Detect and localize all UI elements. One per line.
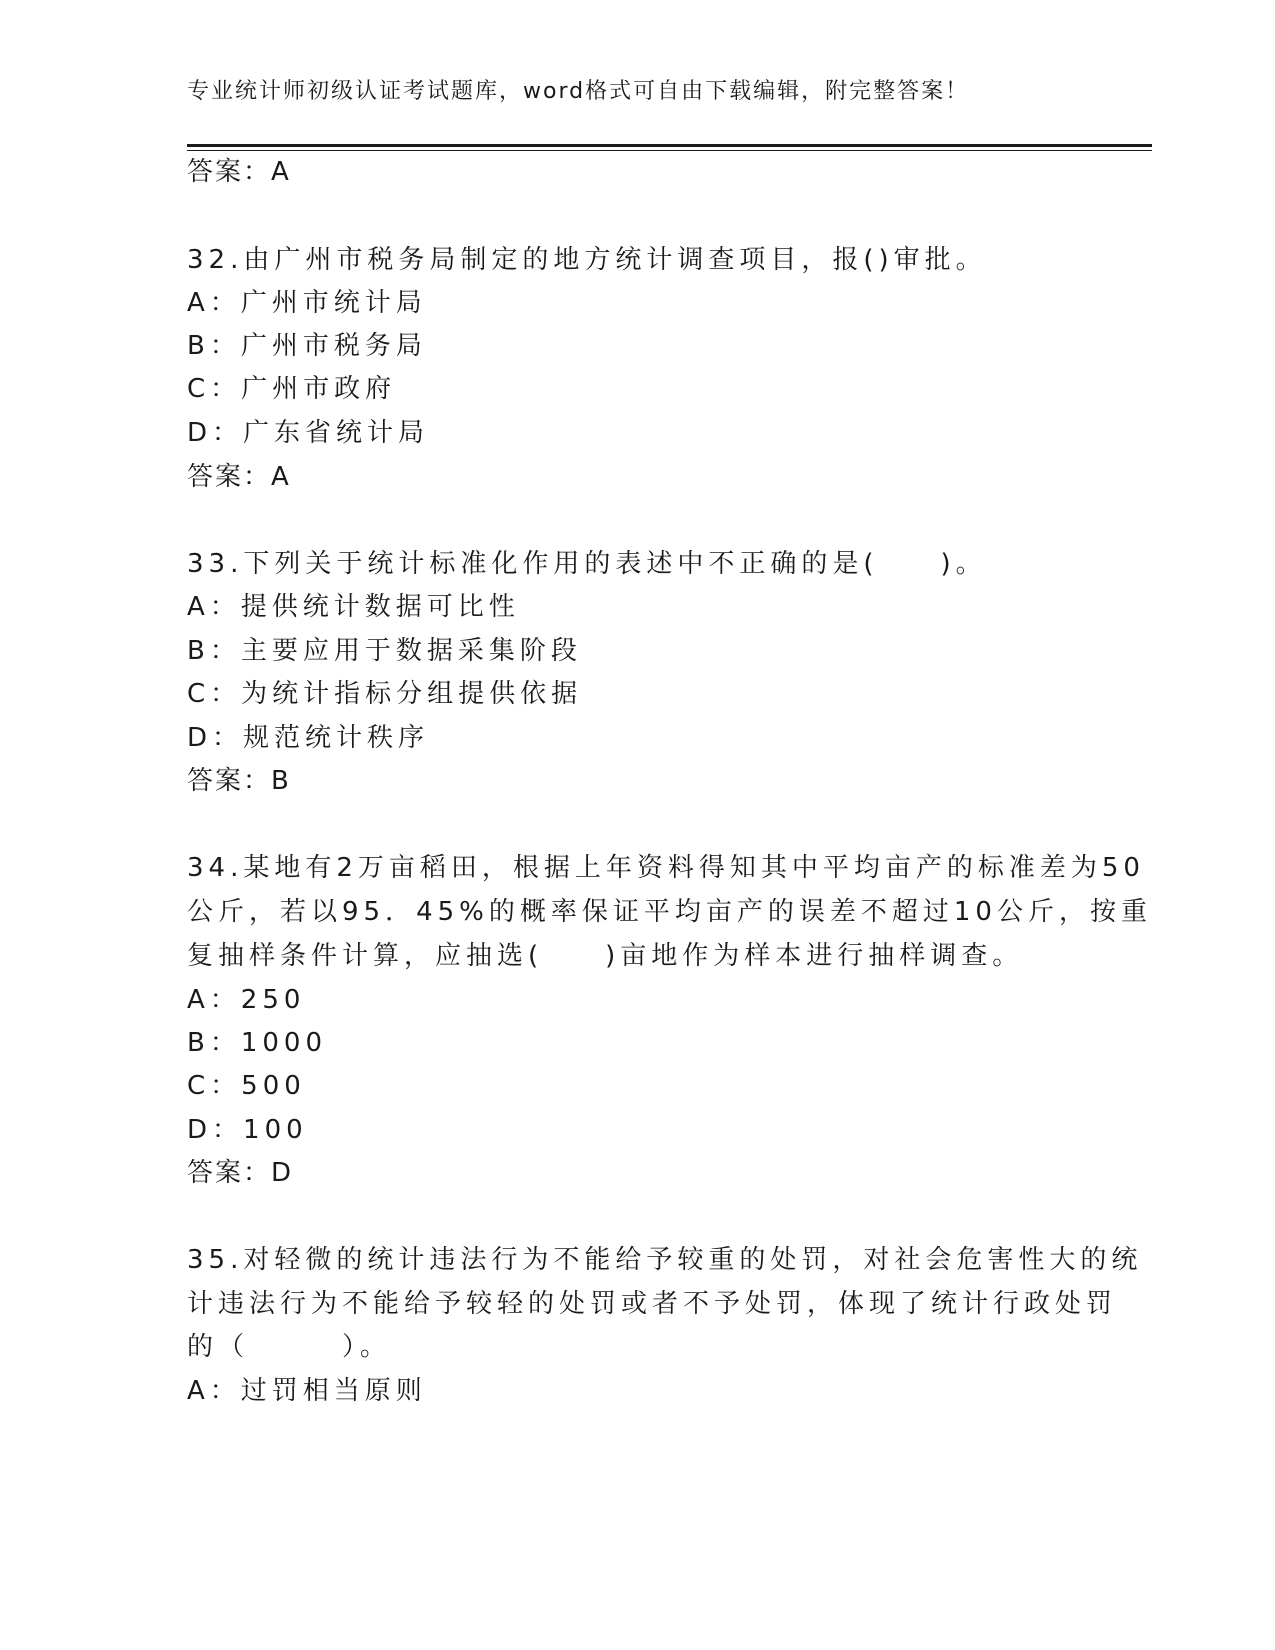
question-34-option-d: D：100 [187,1115,308,1145]
header-rule-thick [187,144,1152,147]
question-34-stem-line-1: 34.某地有2万亩稻田，根据上年资料得知其中平均亩产的标准差为50 [187,853,1145,883]
question-35-stem-line-2: 计违法行为不能给予较轻的处罚或者不予处罚，体现了统计行政处罚 [187,1289,1118,1319]
question-32-option-a: A：广州市统计局 [187,288,427,318]
question-34-stem-line-2: 公斤，若以95．45%的概率保证平均亩产的误差不超过10公斤，按重 [187,897,1152,927]
answer-33: 答案：B [187,766,291,796]
answer-32: 答案：A [187,462,291,492]
question-34-option-c: C：500 [187,1071,306,1101]
question-35-option-a: A：过罚相当原则 [187,1376,427,1406]
question-32-stem: 32.由广州市税务局制定的地方统计调查项目，报()审批。 [187,245,987,275]
question-32-option-c: C：广州市政府 [187,374,397,404]
question-32-option-b: B：广州市税务局 [187,331,427,361]
question-35-stem-line-1: 35.对轻微的统计违法行为不能给予较重的处罚，对社会危害性大的统 [187,1245,1143,1275]
question-33-option-a: A：提供统计数据可比性 [187,592,520,622]
question-33-option-c: C：为统计指标分组提供依据 [187,679,583,709]
header-rule-thin [187,150,1152,151]
question-32-option-d: D：广东省统计局 [187,418,430,448]
answer-31: 答案：A [187,157,291,187]
answer-34: 答案：D [187,1158,294,1188]
question-33-option-d: D：规范统计秩序 [187,723,430,753]
question-33-stem: 33.下列关于统计标准化作用的表述中不正确的是( )。 [187,549,987,579]
question-35-stem-line-3: 的（ ）。 [187,1332,392,1362]
question-34-stem-line-3: 复抽样条件计算，应抽选( )亩地作为样本进行抽样调查。 [187,941,1024,971]
question-34-option-b: B：1000 [187,1028,328,1058]
page-header: 专业统计师初级认证考试题库，word格式可自由下载编辑，附完整答案！ [187,79,970,104]
question-34-option-a: A：250 [187,985,306,1015]
question-33-option-b: B：主要应用于数据采集阶段 [187,636,582,666]
